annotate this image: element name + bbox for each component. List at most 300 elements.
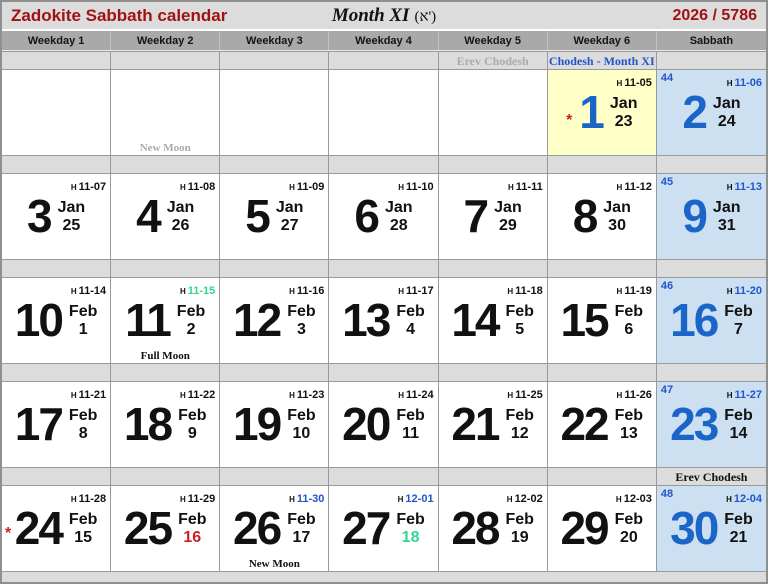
hebrew-date-value: 11-22 <box>187 389 216 401</box>
gregorian-date <box>287 303 315 339</box>
gregorian-day: 15 <box>74 529 93 546</box>
gregorian-day: 6 <box>624 321 634 338</box>
day-cell <box>2 277 111 363</box>
hebrew-date-value: 11-15 <box>187 285 216 297</box>
moon-label: New Moon <box>248 558 300 570</box>
gregorian-month: Feb <box>178 407 207 425</box>
day-cell <box>439 173 548 259</box>
day-number: 4 <box>136 190 160 243</box>
day-number: 8 <box>572 190 597 243</box>
gregorian-date <box>724 303 752 339</box>
gregorian-date <box>167 199 195 235</box>
hebrew-date-value: 11-18 <box>515 285 543 297</box>
band-label: Erev Chodesh <box>456 54 529 68</box>
gregorian-month: Feb <box>287 303 316 321</box>
day-number: 7 <box>463 190 488 243</box>
day-main <box>441 188 545 246</box>
title-bar <box>2 2 766 31</box>
gregorian-date <box>724 511 752 547</box>
gregorian-day: 10 <box>292 425 311 442</box>
band-cell <box>111 155 220 173</box>
gregorian-month: Feb <box>724 511 753 529</box>
day-cell <box>111 381 220 467</box>
day-cell <box>329 485 438 571</box>
gregorian-date <box>396 407 424 443</box>
column-header: Sabbath <box>689 34 734 47</box>
day-cell <box>111 277 220 363</box>
band-cell <box>2 259 111 277</box>
day-main <box>550 292 654 350</box>
hebrew-date-value: 11-12 <box>624 181 652 193</box>
gregorian-day: 27 <box>280 217 299 234</box>
day-number: 9 <box>682 190 706 243</box>
day-number: 16 <box>670 294 718 347</box>
day-cell <box>2 69 111 155</box>
band-cell <box>2 363 111 381</box>
band-cell <box>657 259 766 277</box>
day-cell <box>657 485 766 571</box>
day-main <box>113 188 217 246</box>
h-prefix: H <box>179 495 186 504</box>
week-number: 47 <box>660 384 674 396</box>
h-prefix: H <box>507 391 514 400</box>
day-number: 19 <box>233 398 281 451</box>
day-main <box>441 396 545 454</box>
gregorian-month: Jan <box>275 199 304 217</box>
band-cell <box>548 467 657 485</box>
h-prefix: H <box>616 391 623 400</box>
band-cell <box>439 51 548 69</box>
day-cell <box>111 69 220 155</box>
hebrew-date-value: 11-25 <box>515 389 543 401</box>
day-number: 22 <box>560 398 608 451</box>
day-cell <box>111 485 220 571</box>
day-main <box>113 292 217 350</box>
gregorian-date <box>396 303 424 339</box>
gregorian-day: 7 <box>734 321 743 338</box>
week-number: 44 <box>660 72 674 84</box>
gregorian-date <box>178 407 206 443</box>
band-cell <box>220 51 329 69</box>
gregorian-date <box>713 199 741 235</box>
hebrew-date-value: 11-10 <box>406 181 434 193</box>
h-prefix: H <box>70 391 77 400</box>
day-main <box>659 396 764 454</box>
gregorian-date <box>505 407 533 443</box>
gregorian-day: 4 <box>406 321 416 338</box>
gregorian-month: Feb <box>724 407 753 425</box>
hebrew-date-value: 11-29 <box>187 493 216 505</box>
band-row <box>2 467 766 485</box>
h-prefix: H <box>70 183 77 192</box>
day-cell <box>329 277 438 363</box>
gregorian-month: Jan <box>385 199 413 217</box>
band-cell <box>2 51 111 69</box>
h-prefix: H <box>398 391 405 400</box>
h-prefix: H <box>179 287 186 296</box>
day-main <box>113 396 217 454</box>
gregorian-date <box>177 303 205 339</box>
day-number: 17 <box>14 398 62 451</box>
day-cell <box>329 381 438 467</box>
day-cell <box>220 277 329 363</box>
hebrew-date-value: 11-06 <box>734 77 762 89</box>
gregorian-date <box>58 199 86 235</box>
day-main <box>659 84 764 142</box>
day-number: 6 <box>354 190 378 243</box>
gregorian-day: 31 <box>717 217 736 234</box>
day-number: 26 <box>233 502 281 555</box>
gregorian-month: Feb <box>287 407 316 425</box>
hebrew-date-value: 11-21 <box>78 389 107 401</box>
gregorian-day: 21 <box>729 529 748 546</box>
day-main <box>441 500 545 558</box>
day-number: 5 <box>245 190 269 243</box>
day-number: 27 <box>342 502 390 555</box>
day-main <box>659 500 764 558</box>
hebrew-date-value: 12-01 <box>405 493 434 505</box>
band-cell <box>657 155 766 173</box>
day-main <box>331 500 435 558</box>
gregorian-day: 17 <box>292 529 311 546</box>
hebrew-date-value: 11-09 <box>296 181 325 193</box>
day-number: 18 <box>123 398 172 451</box>
week-number: 45 <box>660 176 674 188</box>
day-main <box>222 396 326 454</box>
h-prefix: H <box>289 391 295 400</box>
asterisk-marker: * <box>566 112 573 129</box>
day-main <box>113 500 217 558</box>
h-prefix: H <box>506 495 513 504</box>
column-header: Weekday 4 <box>329 31 438 50</box>
gregorian-month: Feb <box>68 407 98 425</box>
h-prefix: H <box>616 79 623 88</box>
gregorian-date <box>287 511 315 547</box>
day-cell <box>548 69 657 155</box>
band-cell <box>439 467 548 485</box>
gregorian-month: Feb <box>505 407 534 425</box>
gregorian-month: Feb <box>614 511 644 529</box>
gregorian-day: 12 <box>510 425 529 442</box>
hebrew-date-value: 11-23 <box>296 389 325 401</box>
gregorian-day: 19 <box>510 529 529 546</box>
day-cell <box>220 69 329 155</box>
gregorian-date <box>276 199 304 235</box>
weekday-header-row <box>2 31 766 51</box>
gregorian-month: Jan <box>603 199 631 217</box>
hebrew-date-value: 11-07 <box>78 181 107 193</box>
band-cell <box>657 51 766 69</box>
day-main <box>222 500 326 558</box>
band-label: Chodesh - Month XI <box>548 54 655 68</box>
day-number: 14 <box>451 294 499 347</box>
hebrew-date-value: 11-11 <box>515 181 543 193</box>
gregorian-month: Feb <box>724 303 753 321</box>
hebrew-date-value: 11-08 <box>187 181 216 193</box>
gregorian-month: Jan <box>712 199 741 217</box>
gregorian-date <box>713 95 741 131</box>
h-prefix: H <box>726 79 733 88</box>
gregorian-month: Jan <box>57 199 86 217</box>
gregorian-month: Feb <box>396 407 425 425</box>
day-main <box>550 500 654 558</box>
column-header: Weekday 5 <box>439 31 548 50</box>
gregorian-month: Feb <box>68 303 98 321</box>
month-title <box>2 5 766 27</box>
day-main <box>550 396 654 454</box>
day-number: 28 <box>451 502 499 555</box>
moon-label: Full Moon <box>140 350 190 362</box>
gregorian-day: 11 <box>402 425 420 442</box>
day-number: 12 <box>233 294 281 347</box>
week-row <box>2 173 766 259</box>
h-prefix: H <box>179 391 186 400</box>
hebrew-date-value: 12-03 <box>623 493 652 505</box>
gregorian-month: Feb <box>614 407 644 425</box>
day-cell <box>439 485 548 571</box>
band-cell <box>111 467 220 485</box>
gregorian-month: Feb <box>505 303 534 321</box>
gregorian-date <box>505 303 533 339</box>
column-header: Weekday 6 <box>548 31 657 50</box>
h-prefix: H <box>398 183 405 192</box>
day-cell <box>548 381 657 467</box>
gregorian-date <box>396 511 424 547</box>
gregorian-day: 20 <box>619 529 638 546</box>
band-cell <box>548 363 657 381</box>
h-prefix: H <box>179 183 186 192</box>
gregorian-day: 13 <box>619 425 638 442</box>
day-main <box>550 84 654 142</box>
gregorian-date <box>615 407 643 443</box>
day-cell <box>2 381 111 467</box>
week-row <box>2 277 766 363</box>
gregorian-month: Jan <box>166 199 195 217</box>
hebrew-date-value: 11-27 <box>734 389 762 401</box>
day-cell <box>220 173 329 259</box>
week-row <box>2 485 766 571</box>
gregorian-day: 26 <box>171 217 190 234</box>
hebrew-date-value: 11-05 <box>624 77 652 89</box>
day-number: 30 <box>670 502 718 555</box>
band-cell <box>329 363 438 381</box>
week-row <box>2 69 766 155</box>
day-cell <box>548 173 657 259</box>
day-cell <box>439 381 548 467</box>
gregorian-month: Feb <box>287 511 316 529</box>
gregorian-date <box>178 511 206 547</box>
h-prefix: H <box>70 495 77 504</box>
band-row <box>2 51 766 69</box>
gregorian-date <box>385 199 413 235</box>
h-prefix: H <box>289 495 295 504</box>
gregorian-day: 1 <box>78 321 88 338</box>
hebrew-date-value: 11-28 <box>78 493 107 505</box>
band-cell <box>548 51 657 69</box>
bottom-strip <box>2 571 766 582</box>
day-cell <box>657 69 766 155</box>
day-cell <box>657 381 766 467</box>
gregorian-date <box>69 303 97 339</box>
week-row <box>2 381 766 467</box>
gregorian-date <box>505 511 533 547</box>
gregorian-date <box>494 199 522 235</box>
band-cell <box>111 363 220 381</box>
band-cell <box>111 51 220 69</box>
column-header: Weekday 1 <box>2 31 111 50</box>
band-cell <box>548 259 657 277</box>
day-main <box>331 292 435 350</box>
gregorian-date <box>69 407 97 443</box>
day-cell <box>548 485 657 571</box>
hebrew-date-value: 12-02 <box>514 493 543 505</box>
band-label: Erev Chodesh <box>675 470 748 484</box>
band-cell <box>2 155 111 173</box>
gregorian-day: 14 <box>729 425 748 442</box>
band-cell <box>439 363 548 381</box>
gregorian-day: 30 <box>608 217 626 234</box>
gregorian-date <box>287 407 315 443</box>
gregorian-day: 18 <box>401 529 420 546</box>
day-cell <box>329 173 438 259</box>
gregorian-day: 23 <box>614 113 633 130</box>
gregorian-date <box>615 511 643 547</box>
gregorian-date <box>615 303 643 339</box>
band-cell <box>548 155 657 173</box>
band-cell <box>439 155 548 173</box>
band-cell <box>329 259 438 277</box>
hebrew-date-value: 11-30 <box>296 493 325 505</box>
gregorian-day: 28 <box>389 217 408 234</box>
day-number: 10 <box>14 294 62 347</box>
h-prefix: H <box>726 183 733 192</box>
day-cell <box>548 277 657 363</box>
day-number: 3 <box>26 190 51 243</box>
band-cell <box>329 51 438 69</box>
band-cell <box>220 363 329 381</box>
gregorian-day: 16 <box>183 529 202 546</box>
hebrew-date-value: 11-14 <box>78 285 107 297</box>
gregorian-date <box>69 511 97 547</box>
column-header: Weekday 2 <box>111 31 220 50</box>
gregorian-month: Feb <box>396 511 425 529</box>
gregorian-day: 25 <box>62 217 81 234</box>
hebrew-date-value: 11-16 <box>296 285 325 297</box>
day-cell <box>657 173 766 259</box>
day-cell <box>111 173 220 259</box>
hebrew-date-value: 11-19 <box>624 285 652 297</box>
day-number: 2 <box>682 86 706 139</box>
day-main <box>4 292 108 350</box>
gregorian-day: 3 <box>296 321 306 338</box>
month-name: Month XI <box>331 4 410 26</box>
day-number: 29 <box>560 502 608 555</box>
day-cell <box>220 381 329 467</box>
day-number: 24 <box>14 502 62 555</box>
band-cell <box>111 259 220 277</box>
gregorian-date <box>603 199 631 235</box>
day-main <box>222 292 326 350</box>
gregorian-month: Jan <box>609 95 638 113</box>
gregorian-month: Jan <box>712 95 741 113</box>
hebrew-date-value: 11-17 <box>406 285 434 297</box>
day-cell <box>220 485 329 571</box>
band-cell <box>329 155 438 173</box>
band-cell <box>220 259 329 277</box>
asterisk-marker: * <box>5 525 12 542</box>
h-prefix: H <box>616 183 623 192</box>
hebrew-date-value: 11-24 <box>406 389 434 401</box>
calendar-grid <box>2 51 766 571</box>
day-main <box>441 292 545 350</box>
hebrew-date-value: 11-20 <box>734 285 762 297</box>
day-main <box>222 188 326 246</box>
day-number: 23 <box>670 398 718 451</box>
h-prefix: H <box>507 287 514 296</box>
h-prefix: H <box>289 183 295 192</box>
moon-label: New Moon <box>139 142 191 154</box>
gregorian-month: Feb <box>614 303 644 321</box>
day-main <box>4 396 108 454</box>
h-prefix: H <box>397 495 404 504</box>
h-prefix: H <box>616 287 623 296</box>
band-row <box>2 259 766 277</box>
week-number: 46 <box>660 280 674 292</box>
gregorian-day: 5 <box>515 321 525 338</box>
day-cell <box>2 485 111 571</box>
band-row <box>2 155 766 173</box>
h-prefix: H <box>726 391 733 400</box>
hebrew-date-value: 12-04 <box>733 493 762 505</box>
h-prefix: H <box>398 287 405 296</box>
hebrew-date-value: 11-26 <box>624 389 652 401</box>
gregorian-month: Feb <box>505 511 534 529</box>
h-prefix: H <box>508 183 514 192</box>
day-main <box>4 188 108 246</box>
day-main <box>4 500 108 558</box>
h-prefix: H <box>289 287 295 296</box>
band-cell <box>439 259 548 277</box>
band-cell <box>220 155 329 173</box>
month-hebrew-letter: (א') <box>414 8 437 25</box>
band-cell <box>2 467 111 485</box>
day-main <box>331 188 435 246</box>
day-cell <box>439 69 548 155</box>
h-prefix: H <box>70 287 77 296</box>
gregorian-month: Feb <box>396 303 425 321</box>
gregorian-date <box>610 95 638 131</box>
gregorian-day: 24 <box>717 113 736 130</box>
band-cell <box>329 467 438 485</box>
day-number: 1 <box>579 86 603 139</box>
band-cell <box>657 467 766 485</box>
column-header: Weekday 3 <box>220 31 329 50</box>
hebrew-date-value: 11-13 <box>734 181 762 193</box>
week-number: 48 <box>660 488 674 500</box>
day-cell <box>657 277 766 363</box>
band-cell <box>220 467 329 485</box>
day-main <box>659 188 764 246</box>
h-prefix: H <box>615 495 622 504</box>
calendar-title: Zadokite Sabbath calendar <box>11 5 228 25</box>
day-main <box>659 292 764 350</box>
day-number: 11 <box>125 294 170 347</box>
day-number: 15 <box>560 294 608 347</box>
day-number: 20 <box>342 398 390 451</box>
gregorian-day: 2 <box>186 321 196 338</box>
band-cell <box>657 363 766 381</box>
gregorian-date <box>724 407 752 443</box>
